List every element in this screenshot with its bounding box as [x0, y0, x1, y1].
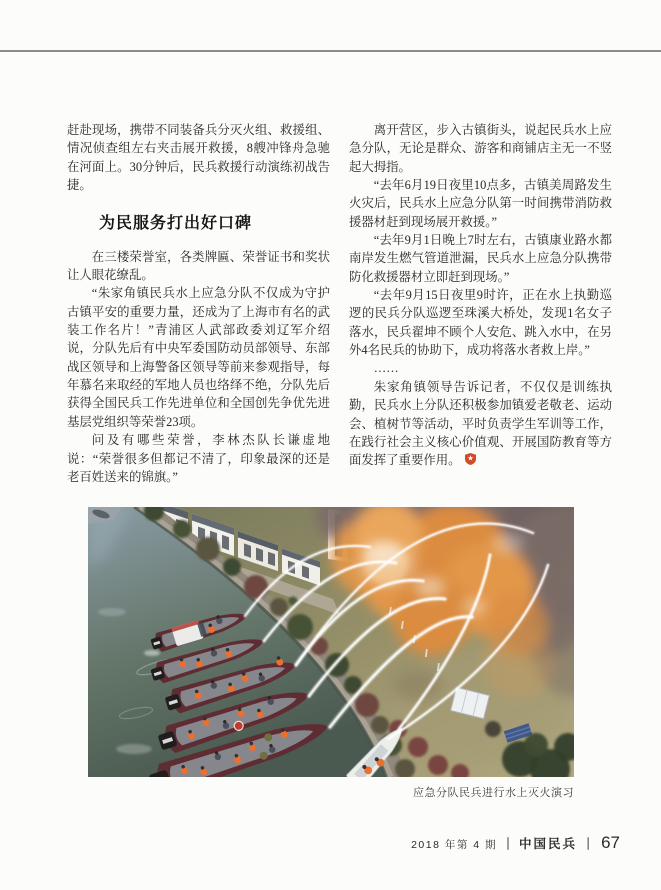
body-paragraph: 离开营区，步入古镇街头，说起民兵水上应急分队，无论是群众、游客和商铺店主无一不竖起大拇指。 [349, 123, 612, 174]
water-firefighting-drill-photo [88, 507, 574, 777]
body-paragraph-last [349, 378, 612, 470]
article-body [67, 121, 612, 486]
body-paragraph: “朱家角镇民兵水上应急分队不仅成为守护古镇平安的重要力量，还成为了上海市有名的武装工作名片！”青浦区人武部政委刘辽军介绍说，分队先后有中央军委国防动员部领导、东部战区领导和上海警备区领导等前来参观指导，每年慕名来取经的军地人员也络绎不绝，分队先后获得全国民兵工作先进单位和全国创先争优先进基层党组织等荣誉23项。 [67, 286, 330, 429]
paragraph-text: 朱家角镇领导告诉记者，不仅仅是训练执勤，民兵水上分队还积极参加镇爱老敬老、运动会、植树节等活动，平时负责学生军训等工作，在践行社会主义核心价值观、开展国防教育等方面发挥了重要作用。 [349, 379, 612, 468]
right-column [349, 121, 612, 486]
body-paragraph: “去年6月19日夜里10点多，古镇美周路发生火灾后，民兵水上应急分队第一时间携带消防救援器材赶到现场展开救援。” [349, 178, 612, 229]
footer-separator: ｜ [502, 837, 515, 851]
footer-issue: 2018 年第 4 期 [411, 839, 498, 851]
article-photo-figure [88, 507, 574, 800]
photo-caption: 应急分队民兵进行水上灭火演习 [413, 787, 574, 799]
body-paragraph: “去年9月15日夜里9时许，正在水上执勤巡逻的民兵分队巡逻至珠溪大桥处，发现1名女子落水，民兵翟坤不顾个人安危、跳入水中，在另外4名民兵的协助下，成功将落水者救上岸。” [349, 288, 612, 358]
section-heading: 为民服务打出好口碑 [99, 215, 253, 233]
footer-separator: ｜ [582, 837, 595, 851]
body-paragraph: 问及有哪些荣誉，李林杰队长谦虚地说：“荣誉很多但都记不清了，印象最深的还是老百姓送来的锦旗。” [67, 433, 330, 484]
page-footer [411, 833, 620, 853]
left-column [67, 121, 330, 486]
footer-magazine-title: 中国民兵 [519, 837, 578, 851]
ellipsis-line: …… [373, 361, 399, 376]
body-paragraph: “去年9月1日晚上7时左右，古镇康业路水都南岸发生燃气管道泄漏，民兵水上应急分队携带防化救援器材立即赶到现场。” [349, 233, 612, 284]
body-paragraph: 在三楼荣誉室，各类牌匾、荣誉证书和奖状让人眼花缭乱。 [67, 249, 330, 283]
body-paragraph: 赶赴现场，携带不同装备兵分灭火组、救援组、情况侦查组左右夹击展开救援，8艘冲锋舟急驰在河面上。30分钟后，民兵救援行动演练初战告捷。 [67, 123, 330, 193]
footer-page-number: 67 [601, 833, 620, 852]
top-rule [0, 50, 661, 52]
shield-end-mark-icon [465, 453, 476, 465]
